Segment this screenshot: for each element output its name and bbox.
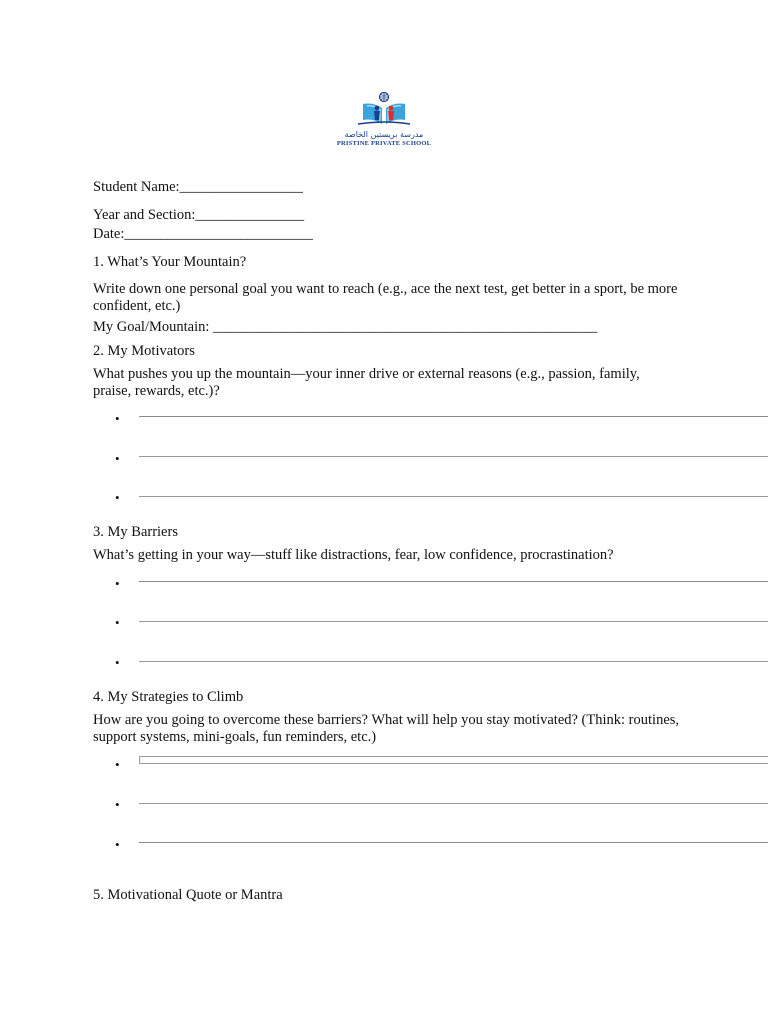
motivator-answer-line[interactable] [139, 456, 768, 457]
section2-heading: 2. My Motivators [93, 343, 195, 359]
year-section-field[interactable]: Year and Section:_______________ [93, 207, 305, 223]
logo-english-name: PRISTINE PRIVATE SCHOOL [336, 140, 432, 147]
strategy-answer-line[interactable] [139, 756, 768, 764]
logo-arabic-name: مدرسة بريستين الخاصة [344, 130, 424, 139]
strategy-bullet: • [115, 757, 120, 772]
strategy-answer-line[interactable] [139, 842, 768, 843]
section3-prompt: What’s getting in your way—stuff like distractions, fear, low confidence, procrastination? [93, 547, 614, 563]
school-emblem-icon [333, 90, 435, 130]
barrier-answer-line[interactable] [139, 661, 768, 662]
date-field[interactable]: Date:__________________________ [93, 226, 313, 242]
section5-heading: 5. Motivational Quote or Mantra [93, 887, 283, 903]
section1-heading: 1. What’s Your Mountain? [93, 254, 247, 270]
barrier-bullet: • [115, 576, 120, 591]
motivator-bullet: • [115, 490, 120, 505]
motivator-answer-line[interactable] [139, 416, 768, 417]
barrier-bullet: • [115, 615, 120, 630]
school-logo [333, 90, 435, 150]
section1-prompt: Write down one personal goal you want to reach (e.g., ace the next test, get better in a sport, be more confident, etc.) [93, 281, 678, 314]
motivator-answer-line[interactable] [139, 496, 768, 497]
student-name-field[interactable]: Student Name:_________________ [93, 179, 303, 195]
strategy-answer-line[interactable] [139, 803, 768, 804]
section3-heading: 3. My Barriers [93, 524, 178, 540]
section4-prompt: How are you going to overcome these barriers? What will help you stay motivated? (Think: routines, support systems, mini-goals, fun reminders, etc.) [93, 712, 680, 745]
motivator-bullet: • [115, 411, 120, 426]
strategy-bullet: • [115, 797, 120, 812]
barrier-answer-line[interactable] [139, 581, 768, 582]
goal-mountain-field[interactable]: My Goal/Mountain: _____________________________________________________ [93, 319, 598, 335]
section4-heading: 4. My Strategies to Climb [93, 689, 244, 705]
barrier-bullet: • [115, 655, 120, 670]
barrier-answer-line[interactable] [139, 621, 768, 622]
section2-prompt: What pushes you up the mountain—your inner drive or external reasons (e.g., passion, family, praise, rewards, etc.)? [93, 366, 640, 399]
motivator-bullet: • [115, 451, 120, 466]
strategy-bullet: • [115, 837, 120, 852]
